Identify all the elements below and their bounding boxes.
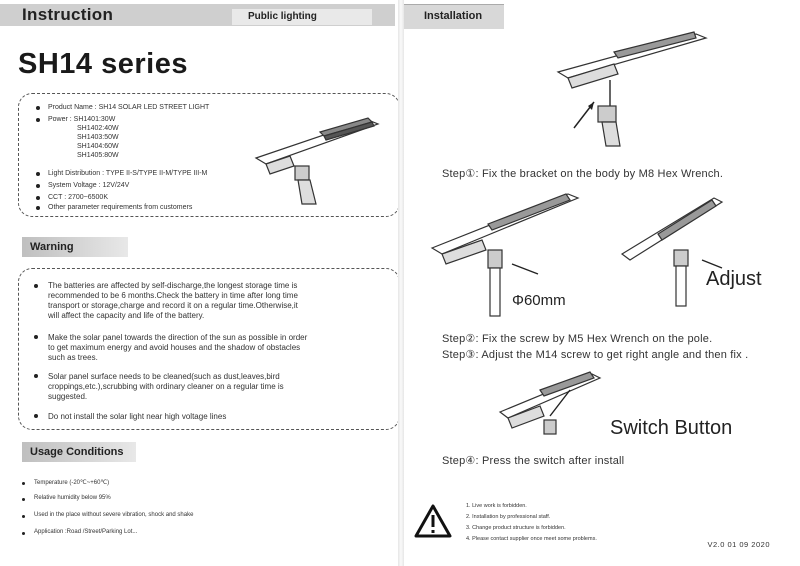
bullet <box>22 515 25 518</box>
warning-line: transport or storage,charge and record it on a regular time.Otherwise,it <box>48 301 298 310</box>
spec-power: Power : SH1401:30W <box>48 116 116 123</box>
usage-item: Temperature (-20℃~+60℃) <box>34 480 110 486</box>
bullet <box>34 335 38 339</box>
warning-line: Solar panel surface needs to be cleaned(such as dust,leaves,bird <box>48 372 280 381</box>
spec-distribution: Light Distribution : TYPE II-S/TYPE II-M/TYPE III-M <box>48 170 208 177</box>
warning-line: suggested. <box>48 392 88 401</box>
spec-power-model: SH1404:60W <box>77 143 119 150</box>
bullet <box>36 196 40 200</box>
instruction-header <box>0 4 395 26</box>
bullet <box>36 184 40 188</box>
step-3: Step③: Adjust the M14 screw to get right angle and then fix . <box>442 349 749 361</box>
spec-other: Other parameter requirements from customers <box>48 204 193 211</box>
spec-voltage: System Voltage : 12V/24V <box>48 182 130 189</box>
step-4: Step④: Press the switch after install <box>442 455 625 467</box>
warning-item <box>48 412 358 422</box>
safety-note: 2. Installation by professional staff. <box>466 514 551 520</box>
bullet <box>34 374 38 378</box>
header-subtitle: Public lighting <box>232 9 372 25</box>
bullet <box>22 532 25 535</box>
step-1: Step①: Fix the bracket on the body by M8 Hex Wrench. <box>442 168 724 180</box>
warning-item <box>48 281 358 321</box>
installation-header <box>404 4 504 29</box>
adjust-label: Adjust <box>706 268 762 290</box>
safety-note: 3. Change product structure is forbidden. <box>466 525 566 531</box>
spec-product: Product Name : SH14 SOLAR LED STREET LIGHT <box>48 104 210 111</box>
step-2: Step②: Fix the screw by M5 Hex Wrench on the pole. <box>442 333 713 345</box>
warning-title: Warning <box>30 241 74 253</box>
installation-page <box>404 0 800 566</box>
bullet <box>36 206 40 210</box>
header-title: Instruction <box>22 5 114 24</box>
spec-power-model: SH1402:40W <box>77 125 119 132</box>
bullet <box>36 118 40 122</box>
warning-line: such as trees. <box>48 353 98 362</box>
bullet <box>34 414 38 418</box>
warning-section-header <box>22 237 128 257</box>
step1-illustration <box>554 30 714 150</box>
bullet <box>34 284 38 288</box>
warning-line: will affect the capacity and life of the battery. <box>48 311 205 320</box>
usage-item: Application :Road /Street/Parking Lot... <box>34 529 138 535</box>
spec-power-model: SH1403:50W <box>77 134 119 141</box>
street-light-illustration <box>250 108 390 208</box>
bullet <box>36 172 40 176</box>
safety-note: 1. Live work is forbidden. <box>466 503 527 509</box>
warning-item <box>48 372 358 402</box>
usage-section-header <box>22 442 136 462</box>
bullet <box>22 482 25 485</box>
warning-line: The batteries are affected by self-discharge,the longest storage time is <box>48 281 298 290</box>
bullet <box>36 106 40 110</box>
warning-line: croppings,etc.),scrubbing with ordinary cleaner on a regular time is <box>48 382 284 391</box>
switch-button-label: Switch Button <box>610 417 733 439</box>
step4-illustration <box>496 368 606 440</box>
pole-diameter: Φ60mm <box>512 292 566 309</box>
installation-title: Installation <box>424 10 483 22</box>
spec-cct: CCT : 2700~6500K <box>48 194 108 201</box>
warning-line: Make the solar panel towards the direction of the sun as possible in order <box>48 333 308 342</box>
series-title: SH14 series <box>18 48 188 80</box>
usage-title: Usage Conditions <box>30 446 124 458</box>
warning-item <box>48 333 358 363</box>
warning-triangle-icon <box>414 504 452 538</box>
warning-line: Do not install the solar light near high voltage lines <box>48 412 227 421</box>
usage-item: Relative humidity below 95% <box>34 495 111 501</box>
version-label: V2.0 01 09 2020 <box>707 540 770 549</box>
safety-note: 4. Please contact supplier once meet some problems. <box>466 536 597 542</box>
bullet <box>22 498 25 501</box>
spec-power-model: SH1405:80W <box>77 152 119 159</box>
warning-line: recommended to be 6 months.Check the battery in time after long time <box>48 291 298 300</box>
usage-item: Used in the place without severe vibration, shock and shake <box>34 512 194 518</box>
warning-line: to get maximum energy and avoid houses and the shadow of obstacles <box>48 343 301 352</box>
